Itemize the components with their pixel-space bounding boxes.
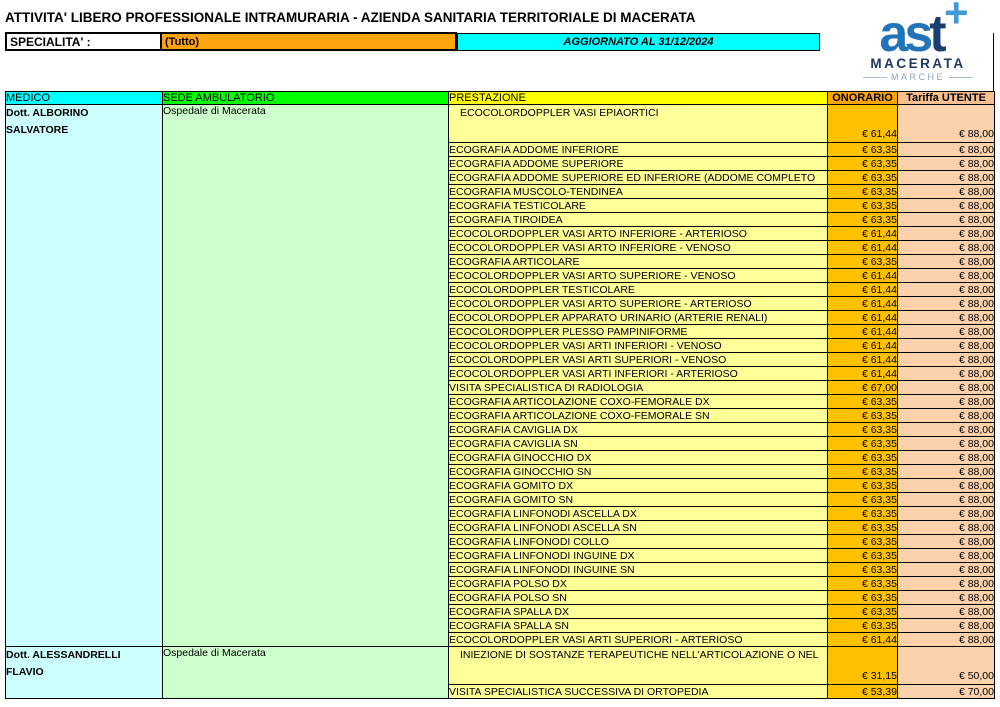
prestazione-cell: ECOCOLORDOPPLER VASI ARTI SUPERIORI - ARTERIOSO bbox=[449, 633, 828, 647]
prestazione-cell: ECOCOLORDOPPLER PLESSO PAMPINIFORME bbox=[449, 325, 828, 339]
onorario-cell: € 31,15 bbox=[828, 647, 898, 685]
tariffa-cell: € 88,00 bbox=[898, 591, 995, 605]
tariffa-cell: € 88,00 bbox=[898, 633, 995, 647]
column-header-prestazione: PRESTAZIONE bbox=[449, 92, 828, 105]
prestazione-cell: ECOGRAFIA POLSO DX bbox=[449, 577, 828, 591]
onorario-cell: € 63,35 bbox=[828, 409, 898, 423]
tariffa-cell: € 88,00 bbox=[898, 535, 995, 549]
column-header-tariffa-utente: Tariffa UTENTE bbox=[898, 92, 995, 105]
column-header-onorario: ONORARIO bbox=[828, 92, 898, 105]
prestazione-cell: ECOGRAFIA CAVIGLIA SN bbox=[449, 437, 828, 451]
tariffa-cell: € 88,00 bbox=[898, 521, 995, 535]
tariffa-cell: € 88,00 bbox=[898, 395, 995, 409]
onorario-cell: € 63,35 bbox=[828, 549, 898, 563]
onorario-cell: € 61,44 bbox=[828, 297, 898, 311]
tariffa-cell: € 88,00 bbox=[898, 465, 995, 479]
table-body bbox=[6, 105, 995, 699]
tariffa-cell: € 88,00 bbox=[898, 227, 995, 241]
onorario-cell: € 61,44 bbox=[828, 325, 898, 339]
tariffa-cell: € 88,00 bbox=[898, 493, 995, 507]
tariffa-cell: € 88,00 bbox=[898, 437, 995, 451]
onorario-cell: € 63,35 bbox=[828, 185, 898, 199]
onorario-cell: € 63,35 bbox=[828, 563, 898, 577]
prestazione-cell: ECOCOLORDOPPLER VASI ARTO SUPERIORE - ARTERIOSO bbox=[449, 297, 828, 311]
prestazione-cell: ECOGRAFIA TIROIDEA bbox=[449, 213, 828, 227]
tariffa-cell: € 88,00 bbox=[898, 171, 995, 185]
tariffa-cell: € 88,00 bbox=[898, 283, 995, 297]
onorario-cell: € 63,35 bbox=[828, 423, 898, 437]
onorario-cell: € 63,35 bbox=[828, 619, 898, 633]
prestazione-cell: ECOGRAFIA MUSCOLO-TENDINEA bbox=[449, 185, 828, 199]
logo-region-label: MARCHE bbox=[890, 72, 945, 82]
medico-cell: Dott. ALESSANDRELLI FLAVIO bbox=[6, 647, 163, 699]
tariffa-cell: € 88,00 bbox=[898, 367, 995, 381]
tariffa-cell: € 88,00 bbox=[898, 255, 995, 269]
onorario-cell: € 61,44 bbox=[828, 367, 898, 381]
sede-cell: Ospedale di Macerata bbox=[163, 647, 449, 699]
onorario-cell: € 63,35 bbox=[828, 507, 898, 521]
prestazione-cell: ECOCOLORDOPPLER VASI ARTO INFERIORE - VENOSO bbox=[449, 241, 828, 255]
onorario-cell: € 63,35 bbox=[828, 465, 898, 479]
tariffa-cell: € 88,00 bbox=[898, 479, 995, 493]
onorario-cell: € 63,35 bbox=[828, 577, 898, 591]
prestazione-cell: ECOGRAFIA LINFONODI INGUINE SN bbox=[449, 563, 828, 577]
onorario-cell: € 63,35 bbox=[828, 255, 898, 269]
tariffa-cell: € 88,00 bbox=[898, 423, 995, 437]
prestazione-cell: ECOCOLORDOPPLER VASI ARTI INFERIORI - VENOSO bbox=[449, 339, 828, 353]
onorario-cell: € 61,44 bbox=[828, 311, 898, 325]
prestazione-cell: ECOCOLORDOPPLER VASI ARTO INFERIORE - ARTERIOSO bbox=[449, 227, 828, 241]
onorario-cell: € 61,44 bbox=[828, 353, 898, 367]
onorario-cell: € 63,35 bbox=[828, 437, 898, 451]
tariffa-cell: € 88,00 bbox=[898, 339, 995, 353]
prestazione-cell: ECOGRAFIA LINFONODI INGUINE DX bbox=[449, 549, 828, 563]
tariffa-cell: € 88,00 bbox=[898, 157, 995, 171]
onorario-cell: € 67,00 bbox=[828, 381, 898, 395]
tariffa-cell: € 88,00 bbox=[898, 311, 995, 325]
table-row bbox=[6, 105, 995, 143]
price-table bbox=[5, 91, 995, 699]
prestazione-cell: ECOGRAFIA ADDOME SUPERIORE bbox=[449, 157, 828, 171]
onorario-cell: € 63,35 bbox=[828, 493, 898, 507]
tariffa-cell: € 88,00 bbox=[898, 549, 995, 563]
prestazione-cell: ECOGRAFIA ARTICOLARE bbox=[449, 255, 828, 269]
prestazione-cell: INIEZIONE DI SOSTANZE TERAPEUTICHE NELL'ARTICOLAZIONE O NEL bbox=[449, 647, 828, 685]
prestazione-cell: ECOGRAFIA GOMITO SN bbox=[449, 493, 828, 507]
onorario-cell: € 61,44 bbox=[828, 269, 898, 283]
onorario-cell: € 63,35 bbox=[828, 143, 898, 157]
logo-dash-right bbox=[949, 77, 973, 78]
table-row bbox=[6, 647, 995, 685]
prestazione-cell: ECOGRAFIA TESTICOLARE bbox=[449, 199, 828, 213]
column-header-medico: MEDICO bbox=[6, 92, 163, 105]
prestazione-cell: ECOCOLORDOPPLER APPARATO URINARIO (ARTERIE RENALI) bbox=[449, 311, 828, 325]
tariffa-cell: € 88,00 bbox=[898, 353, 995, 367]
tariffa-cell: € 88,00 bbox=[898, 605, 995, 619]
prestazione-cell: ECOGRAFIA SPALLA DX bbox=[449, 605, 828, 619]
specialita-label: SPECIALITA' : bbox=[5, 32, 162, 51]
onorario-cell: € 63,35 bbox=[828, 157, 898, 171]
onorario-cell: € 63,35 bbox=[828, 199, 898, 213]
logo-city: MACERATA bbox=[870, 56, 966, 71]
onorario-cell: € 61,44 bbox=[828, 227, 898, 241]
tariffa-cell: € 88,00 bbox=[898, 577, 995, 591]
prestazione-cell: ECOGRAFIA SPALLA SN bbox=[449, 619, 828, 633]
table-header-row bbox=[6, 92, 995, 105]
prestazione-cell: ECOCOLORDOPPLER VASI ARTI SUPERIORI - VENOSO bbox=[449, 353, 828, 367]
onorario-cell: € 63,35 bbox=[828, 395, 898, 409]
logo-region bbox=[842, 72, 994, 82]
logo-dash-left bbox=[863, 77, 887, 78]
onorario-cell: € 63,35 bbox=[828, 605, 898, 619]
onorario-cell: € 63,35 bbox=[828, 535, 898, 549]
tariffa-cell: € 88,00 bbox=[898, 325, 995, 339]
prestazione-cell: ECOGRAFIA ADDOME INFERIORE bbox=[449, 143, 828, 157]
prestazione-cell: ECOGRAFIA GOMITO DX bbox=[449, 479, 828, 493]
onorario-cell: € 61,44 bbox=[828, 105, 898, 143]
prestazione-cell: VISITA SPECIALISTICA SUCCESSIVA DI ORTOPEDIA bbox=[449, 685, 828, 699]
tariffa-cell: € 88,00 bbox=[898, 563, 995, 577]
prestazione-cell: ECOGRAFIA LINFONODI COLLO bbox=[449, 535, 828, 549]
onorario-cell: € 63,35 bbox=[828, 591, 898, 605]
prestazione-cell: ECOCOLORDOPPLER TESTICOLARE bbox=[449, 283, 828, 297]
prestazione-cell: VISITA SPECIALISTICA DI RADIOLOGIA bbox=[449, 381, 828, 395]
tariffa-cell: € 70,00 bbox=[898, 685, 995, 699]
prestazione-cell: ECOCOLORDOPPLER VASI ARTO SUPERIORE - VENOSO bbox=[449, 269, 828, 283]
tariffa-cell: € 88,00 bbox=[898, 199, 995, 213]
tariffa-cell: € 88,00 bbox=[898, 451, 995, 465]
onorario-cell: € 63,35 bbox=[828, 171, 898, 185]
prestazione-cell: ECOGRAFIA ARTICOLAZIONE COXO-FEMORALE SN bbox=[449, 409, 828, 423]
prestazione-cell: ECOCOLORDOPPLER VASI EPIAORTICI bbox=[449, 105, 828, 143]
tariffa-cell: € 88,00 bbox=[898, 269, 995, 283]
tariffa-cell: € 88,00 bbox=[898, 507, 995, 521]
tariffa-cell: € 88,00 bbox=[898, 105, 995, 143]
updated-banner: AGGIORNATO AL 31/12/2024 bbox=[457, 33, 820, 51]
prestazione-cell: ECOGRAFIA GINOCCHIO SN bbox=[449, 465, 828, 479]
page-title: ATTIVITA' LIBERO PROFESSIONALE INTRAMURARIA - AZIENDA SANITARIA TERRITORIALE DI MACERATA bbox=[5, 10, 696, 25]
prestazione-cell: ECOCOLORDOPPLER VASI ARTI INFERIORI - ARTERIOSO bbox=[449, 367, 828, 381]
tariffa-cell: € 88,00 bbox=[898, 619, 995, 633]
medico-cell: Dott. ALBORINO SALVATORE bbox=[6, 105, 163, 647]
tariffa-cell: € 88,00 bbox=[898, 381, 995, 395]
prestazione-cell: ECOGRAFIA LINFONODI ASCELLA SN bbox=[449, 521, 828, 535]
ast-logo bbox=[842, 0, 994, 82]
column-header-sede-ambulatorio: SEDE AMBULATORIO bbox=[163, 92, 449, 105]
logo-t-letter: t bbox=[929, 5, 943, 63]
prestazione-cell: ECOGRAFIA ADDOME SUPERIORE ED INFERIORE (ADDOME COMPLETO bbox=[449, 171, 828, 185]
tariffa-cell: € 88,00 bbox=[898, 241, 995, 255]
logo-wordmark bbox=[879, 0, 969, 63]
prestazione-cell: ECOGRAFIA CAVIGLIA DX bbox=[449, 423, 828, 437]
tariffa-cell: € 88,00 bbox=[898, 409, 995, 423]
prestazione-cell: ECOGRAFIA GINOCCHIO DX bbox=[449, 451, 828, 465]
tariffa-cell: € 88,00 bbox=[898, 213, 995, 227]
tariffa-cell: € 88,00 bbox=[898, 297, 995, 311]
plus-icon: + bbox=[944, 0, 969, 36]
onorario-cell: € 61,44 bbox=[828, 339, 898, 353]
onorario-cell: € 61,44 bbox=[828, 283, 898, 297]
tariffa-cell: € 88,00 bbox=[898, 185, 995, 199]
prestazione-cell: ECOGRAFIA POLSO SN bbox=[449, 591, 828, 605]
onorario-cell: € 63,35 bbox=[828, 479, 898, 493]
onorario-cell: € 61,44 bbox=[828, 633, 898, 647]
onorario-cell: € 63,35 bbox=[828, 213, 898, 227]
onorario-cell: € 63,35 bbox=[828, 451, 898, 465]
onorario-cell: € 53,39 bbox=[828, 685, 898, 699]
specialita-filter-dropdown[interactable]: (Tutto) bbox=[162, 32, 457, 51]
tariffa-cell: € 88,00 bbox=[898, 143, 995, 157]
sede-cell: Ospedale di Macerata bbox=[163, 105, 449, 647]
tariffa-cell: € 50,00 bbox=[898, 647, 995, 685]
logo-as-letters: as bbox=[879, 5, 930, 63]
prestazione-cell: ECOGRAFIA ARTICOLAZIONE COXO-FEMORALE DX bbox=[449, 395, 828, 409]
onorario-cell: € 63,35 bbox=[828, 521, 898, 535]
prestazione-cell: ECOGRAFIA LINFONODI ASCELLA DX bbox=[449, 507, 828, 521]
onorario-cell: € 61,44 bbox=[828, 241, 898, 255]
